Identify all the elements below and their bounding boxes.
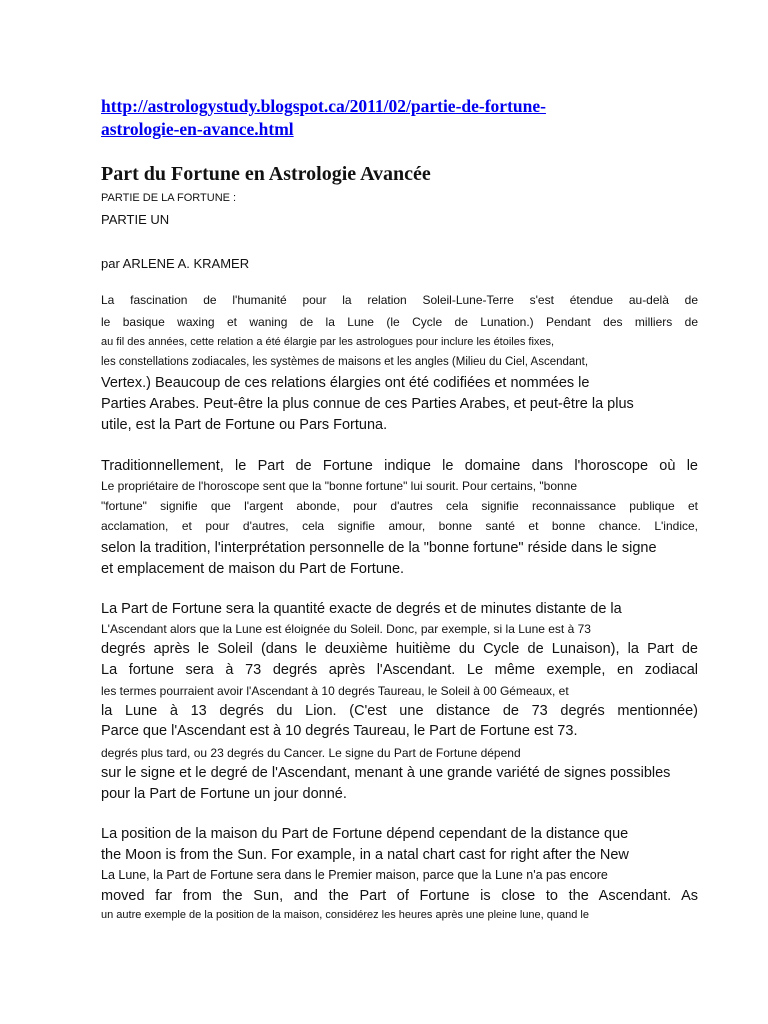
paragraph-3-line: pour la Part de Fortune un jour donné.: [101, 786, 347, 802]
paragraph-3-line: Parce que l'Ascendant est à 10 degrés Taureau, le Part de Fortune est 73.: [101, 723, 578, 739]
paragraph-3-line: degrés après le Soleil (dans le deuxième huitième du Cycle de Lunaison), la Part de: [101, 641, 698, 657]
paragraph-4-line: the Moon is from the Sun. For example, in a natal chart cast for right after the New: [101, 847, 629, 863]
paragraph-3-line: la Lune à 13 degrés du Lion. (C'est une distance de 73 degrés mentionnée): [101, 703, 698, 719]
paragraph-4-line: un autre exemple de la position de la maison, considérez les heures après une pleine lune, quand le: [101, 909, 589, 921]
paragraph-2-line: selon la tradition, l'interprétation personnelle de la "bonne fortune" réside dans le signe: [101, 540, 657, 556]
paragraph-3-line: La Part de Fortune sera la quantité exacte de degrés et de minutes distante de la: [101, 601, 622, 617]
paragraph-2-line: et emplacement de maison du Part de Fortune.: [101, 561, 405, 577]
paragraph-1-line: les constellations zodiacales, les systèmes de maisons et les angles (Milieu du Ciel, Ascendant,: [101, 356, 589, 368]
part-heading: PARTIE UN: [101, 212, 170, 227]
paragraph-4-line: La Lune, la Part de Fortune sera dans le Premier maison, parce que la Lune n'a pas encore: [101, 868, 608, 882]
source-link-line-1[interactable]: http://astrologystudy.blogspot.ca/2011/02/partie-de-fortune-: [101, 96, 546, 116]
paragraph-1-line: le basique waxing et waning de la Lune (le Cycle de Lunation.) Pendant des milliers de: [101, 315, 698, 329]
paragraph-3-line: les termes pourraient avoir l'Ascendant à 10 degrés Taureau, le Soleil à 00 Gémeaux, et: [101, 684, 569, 698]
article-title: Part du Fortune en Astrologie Avancée: [101, 163, 431, 185]
paragraph-1-line: Vertex.) Beaucoup de ces relations élargies ont été codifiées et nommées le: [101, 375, 590, 391]
paragraph-4-line: moved far from the Sun, and the Part of Fortune is close to the Ascendant. As: [101, 888, 698, 904]
paragraph-1-line: utile, est la Part de Fortune ou Pars Fortuna.: [101, 417, 388, 433]
paragraph-2-line: acclamation, et pour d'autres, cela signifie amour, bonne santé et bonne chance. L'indice,: [101, 519, 698, 533]
paragraph-4-line: La position de la maison du Part de Fortune dépend cependant de la distance que: [101, 826, 629, 842]
source-link-line-2[interactable]: astrologie-en-avance.html: [101, 119, 294, 139]
paragraph-2-line: Traditionnellement, le Part de Fortune indique le domaine dans l'horoscope où le: [101, 458, 698, 474]
paragraph-2-line: "fortune" signifie que l'argent abonde, pour d'autres cela signifie reconnaissance publique et: [101, 499, 698, 513]
paragraph-3-line: L'Ascendant alors que la Lune est éloignée du Soleil. Donc, par exemple, si la Lune est à 73: [101, 622, 591, 636]
author-line: par ARLENE A. KRAMER: [101, 256, 250, 271]
section-heading: PARTIE DE LA FORTUNE :: [101, 192, 237, 204]
paragraph-3-line: La fortune sera à 73 degrés après l'Ascendant. Le même exemple, en zodiacal: [101, 662, 698, 678]
paragraph-3-line: sur le signe et le degré de l'Ascendant, menant à une grande variété de signes possibles: [101, 765, 671, 781]
paragraph-3-line: degrés plus tard, ou 23 degrés du Cancer. Le signe du Part de Fortune dépend: [101, 746, 521, 760]
paragraph-1-line: au fil des années, cette relation a été élargie par les astrologues pour inclure les étoiles fixes,: [101, 336, 555, 348]
paragraph-2-line: Le propriétaire de l'horoscope sent que la "bonne fortune" lui sourit. Pour certains, "bonne: [101, 479, 578, 493]
paragraph-1-line: Parties Arabes. Peut-être la plus connue de ces Parties Arabes, et peut-être la plus: [101, 396, 634, 412]
paragraph-1-line: La fascination de l'humanité pour la relation Soleil-Lune-Terre s'est étendue au-delà de: [101, 293, 698, 307]
